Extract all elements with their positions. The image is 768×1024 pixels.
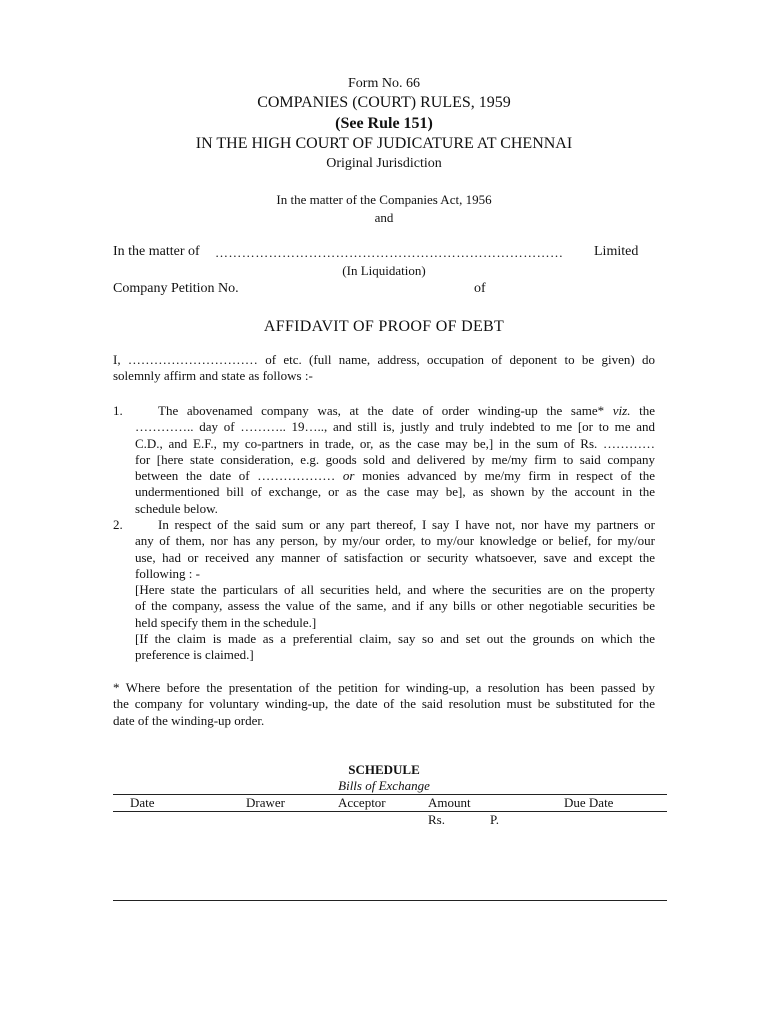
petition-of: of: [474, 281, 486, 296]
jurisdiction: Original Jurisdiction: [326, 156, 442, 171]
item-1-line-4: for [here state consideration, e.g. goods sold and delivered by me/my firm to said company: [135, 451, 655, 467]
col-drawer: Drawer: [246, 795, 285, 810]
item-2-line-5: [Here state the particulars of all securities held, and where the securities are on the property: [135, 582, 655, 598]
col-acceptor: Acceptor: [338, 795, 386, 810]
footnote: [113, 680, 655, 729]
amount-rupees: Rs.: [428, 812, 445, 827]
col-amount: Amount: [428, 795, 471, 810]
item-2-line-2: any of them, nor has any person, by my/our order, to my/our knowledge or belief, for my/our: [135, 533, 655, 549]
form-number: Form No. 66: [348, 76, 420, 91]
item-1-line-5: between the date of ……………… or monies advanced by me/my firm in respect of the: [135, 468, 655, 484]
footnote-line-1: * Where before the presentation of the petition for winding-up, a resolution has been passed by: [113, 680, 655, 695]
footnote-line-2: the company for voluntary winding-up, the date of the said resolution must be substituted for the: [113, 696, 655, 712]
item-1-number: 1.: [113, 403, 123, 418]
col-due-date: Due Date: [564, 795, 614, 810]
item-1-paragraph: [135, 403, 655, 517]
matter-of-label: In the matter of: [113, 244, 200, 259]
in-liquidation: (In Liquidation): [342, 263, 426, 278]
footnote-line-3: date of the winding-up order.: [113, 712, 265, 728]
item-2-line-9: preference is claimed.]: [135, 647, 254, 663]
item-2-line-3: use, had or received any manner of satisfaction or security whatsoever, save and except the: [135, 549, 655, 565]
item-2-line-7: held specify them in the schedule.]: [135, 614, 317, 630]
intro-line-2: solemnly affirm and state as follows :-: [113, 368, 313, 384]
limited-text: Limited: [594, 244, 639, 259]
petition-label: Company Petition No.: [113, 281, 239, 296]
item-1-line-7: schedule below.: [135, 500, 218, 516]
court-name: IN THE HIGH COURT OF JUDICATURE AT CHENNAI: [195, 135, 573, 152]
intro-paragraph: [113, 352, 655, 385]
schedule-title: SCHEDULE: [348, 762, 420, 777]
intro-line-1: I, ………………………… of etc. (full name, address, occupation of deponent to be given) do: [113, 352, 655, 367]
see-rule: (See Rule 151): [335, 115, 433, 132]
amount-paise: P.: [490, 812, 500, 827]
col-date: Date: [130, 795, 155, 810]
and-text: and: [374, 210, 394, 225]
matter-of-blank: ……………………………………………………………………: [215, 245, 564, 260]
rules-title: COMPANIES (COURT) RULES, 1959: [257, 94, 511, 111]
item-2-line-6: of the company, assess the value of the same, and if any bills or other negotiable securities be: [135, 598, 655, 614]
item-1-line-6: undermentioned bill of exchange, or as the case may be], as shown by the account in the: [135, 484, 655, 500]
schedule-subtitle: Bills of Exchange: [338, 778, 430, 793]
item-1-line-2: ………….. day of ……….. 19….., and still is, justly and truly indebted to me [or to me and: [135, 419, 655, 435]
item-1-line-3: C.D., and E.F., my co-partners in trade, or, as the case may be,] in the sum of Rs. …………: [135, 435, 655, 451]
act-line: In the matter of the Companies Act, 1956: [276, 192, 492, 207]
affidavit-title: AFFIDAVIT OF PROOF OF DEBT: [263, 318, 505, 335]
item-2-number: 2.: [113, 517, 123, 532]
item-1-line-1: The abovenamed company was, at the date of order winding-up the same* viz. the: [158, 403, 655, 418]
item-2-paragraph: [135, 517, 655, 664]
item-2-line-8: [If the claim is made as a preferential claim, say so and set out the grounds on which the: [135, 631, 655, 647]
item-2-line-1: In respect of the said sum or any part thereof, I say I have not, nor have my partners or: [158, 517, 655, 532]
schedule-bottom-rule: [113, 900, 667, 901]
item-2-line-4: following : -: [135, 565, 200, 581]
schedule-header-rule: [113, 811, 667, 812]
